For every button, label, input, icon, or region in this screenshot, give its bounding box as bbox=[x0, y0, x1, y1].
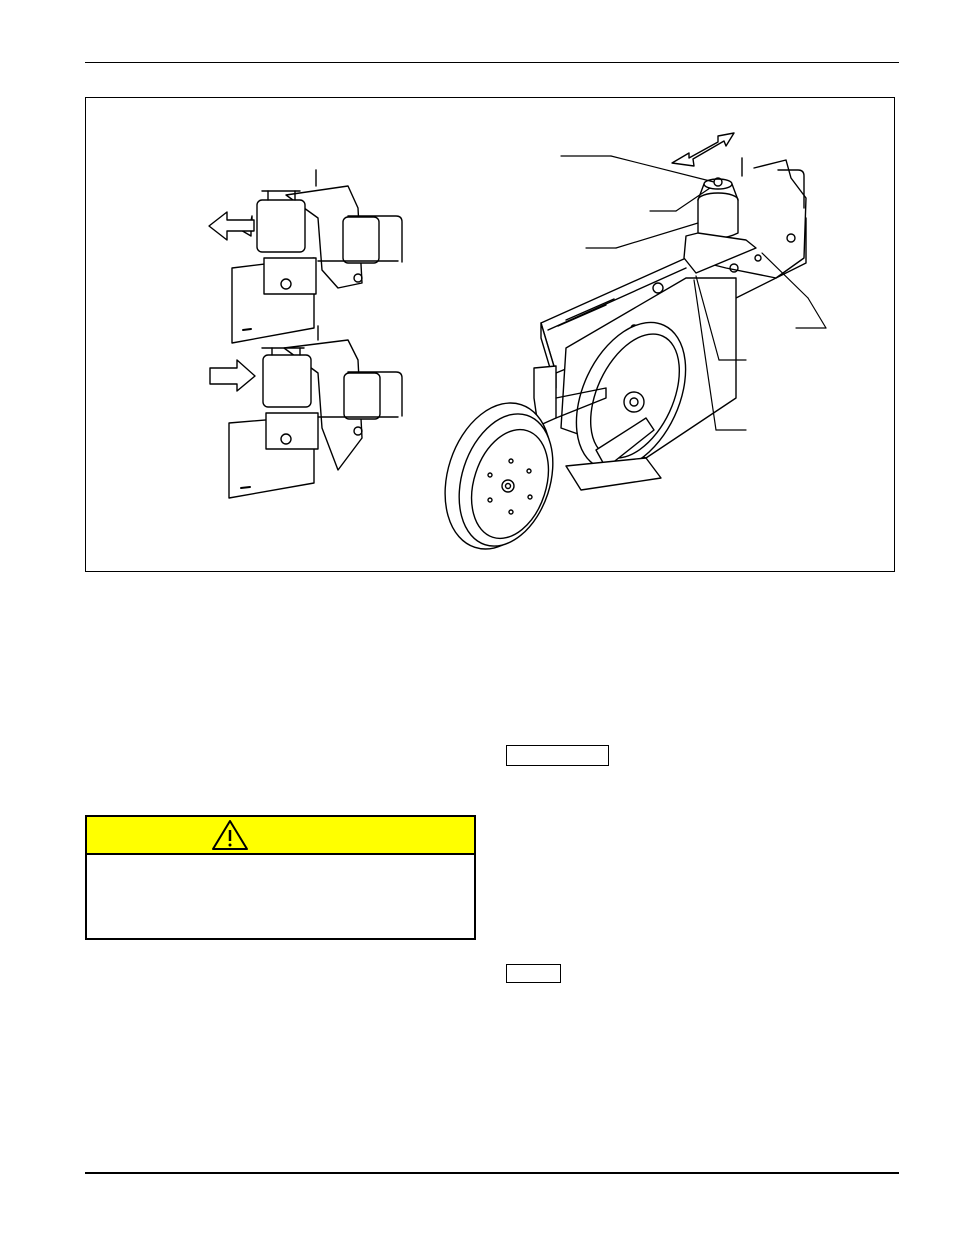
main-row-unit-view bbox=[427, 158, 806, 563]
caution-box bbox=[85, 815, 476, 940]
warning-triangle-icon bbox=[211, 819, 249, 851]
label-box-small bbox=[506, 964, 561, 983]
arrow-right-icon bbox=[210, 360, 255, 391]
caution-header bbox=[87, 817, 474, 855]
header-rule bbox=[85, 62, 899, 63]
arrow-left-icon bbox=[209, 212, 254, 240]
footer-rule bbox=[85, 1172, 899, 1174]
lower-detail-view bbox=[229, 326, 402, 498]
upper-detail-view bbox=[232, 170, 402, 343]
double-arrow-icon bbox=[672, 133, 734, 166]
row-unit-illustration bbox=[86, 98, 896, 573]
figure-frame bbox=[85, 97, 895, 572]
label-box bbox=[506, 745, 609, 766]
